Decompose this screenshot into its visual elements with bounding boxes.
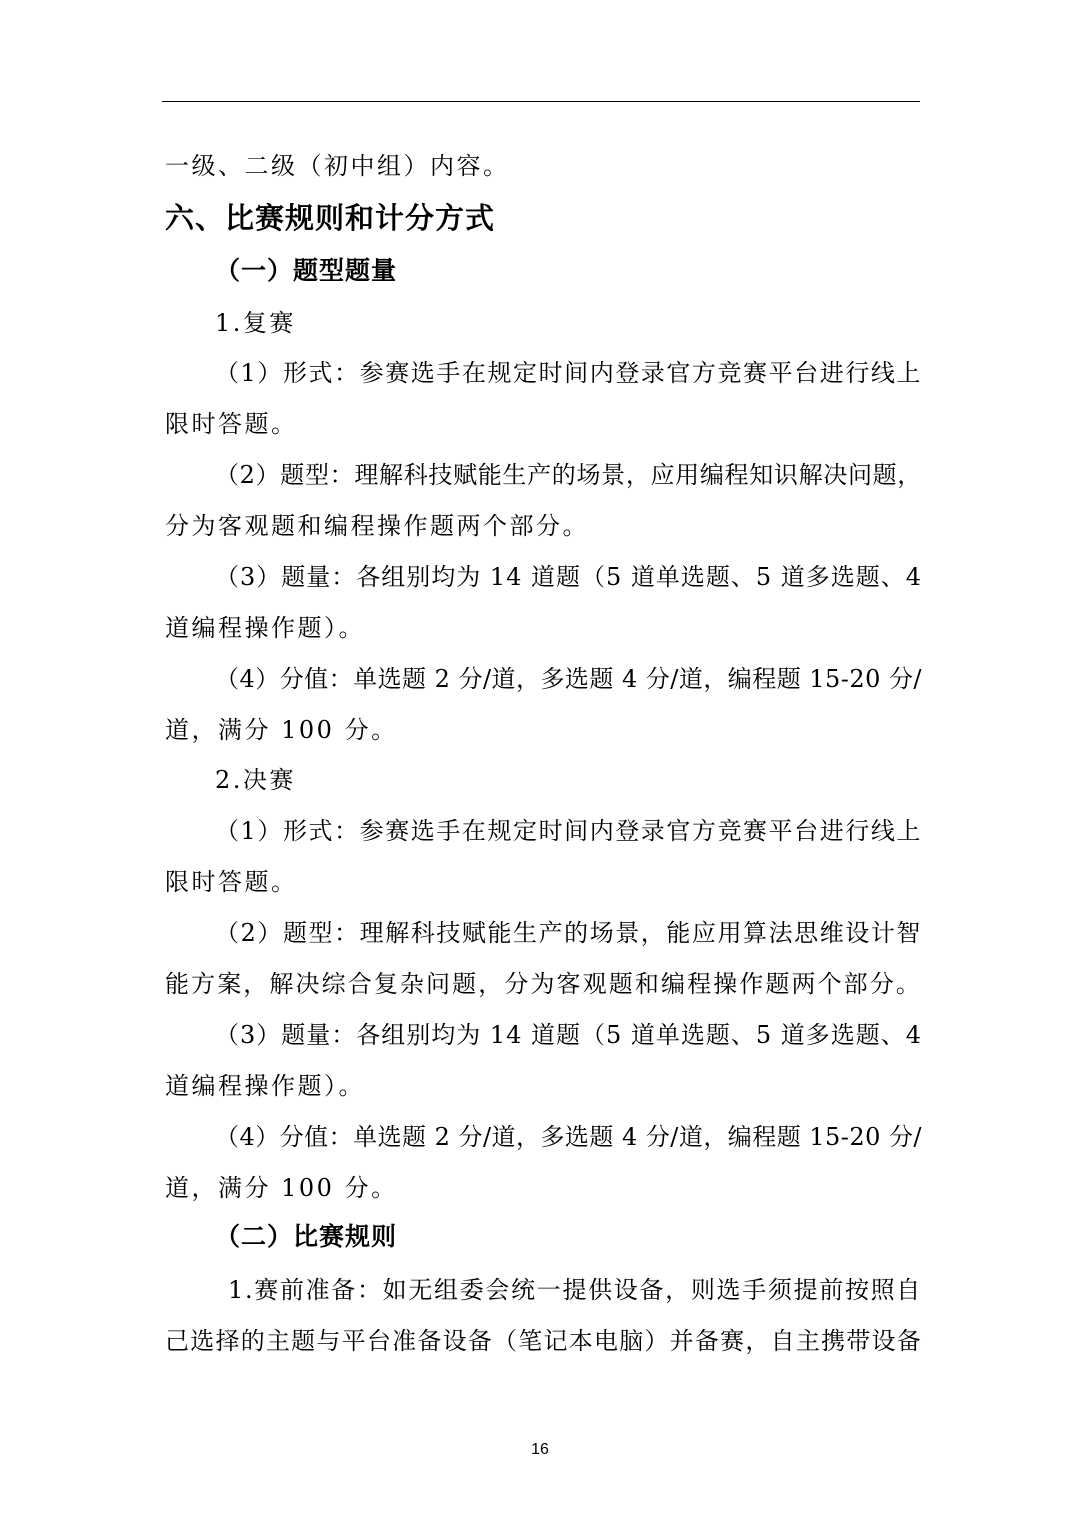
text-line: 道编程操作题）。 bbox=[165, 1072, 365, 1100]
text-line: （1）形式：参赛选手在规定时间内登录官方竞赛平台进行线上 bbox=[215, 359, 922, 387]
text-line: （2）题型：理解科技赋能生产的场景，应用编程知识解决问题， bbox=[215, 461, 922, 489]
text-line: 1.赛前准备：如无组委会统一提供设备，则选手须提前按照自 bbox=[228, 1276, 922, 1304]
text-line: 能方案，解决综合复杂问题，分为客观题和编程操作题两个部分。 bbox=[165, 970, 922, 998]
text-line: （4）分值：单选题 2 分/道，多选题 4 分/道，编程题 15-20 分/ bbox=[215, 665, 922, 693]
item-heading: 2.决赛 bbox=[215, 766, 296, 794]
subsection-heading: （一）题型题量 bbox=[215, 256, 398, 285]
text-line: 分为客观题和编程操作题两个部分。 bbox=[165, 512, 589, 540]
text-line: 一级、二级（初中组）内容。 bbox=[165, 152, 510, 180]
text-line: （3）题量：各组别均为 14 道题（5 道单选题、5 道多选题、4 bbox=[215, 1021, 922, 1049]
item-heading: 1.复赛 bbox=[215, 309, 296, 337]
header-rule bbox=[162, 101, 920, 102]
text-line: 限时答题。 bbox=[165, 868, 298, 896]
text-line: （3）题量：各组别均为 14 道题（5 道单选题、5 道多选题、4 bbox=[215, 563, 922, 591]
text-line: （1）形式：参赛选手在规定时间内登录官方竞赛平台进行线上 bbox=[215, 817, 922, 845]
text-line: 限时答题。 bbox=[165, 410, 298, 438]
text-line: 道，满分 100 分。 bbox=[165, 1174, 398, 1202]
subsection-heading: （二）比赛规则 bbox=[215, 1222, 398, 1251]
text-line: （4）分值：单选题 2 分/道，多选题 4 分/道，编程题 15-20 分/ bbox=[215, 1123, 922, 1151]
text-line: 己选择的主题与平台准备设备（笔记本电脑）并备赛，自主携带设备 bbox=[165, 1327, 922, 1355]
page-number: 16 bbox=[531, 1441, 549, 1458]
section-heading: 六、比赛规则和计分方式 bbox=[165, 201, 496, 235]
text-line: （2）题型：理解科技赋能生产的场景，能应用算法思维设计智 bbox=[215, 919, 922, 947]
text-line: 道，满分 100 分。 bbox=[165, 716, 398, 744]
text-line: 道编程操作题）。 bbox=[165, 614, 365, 642]
